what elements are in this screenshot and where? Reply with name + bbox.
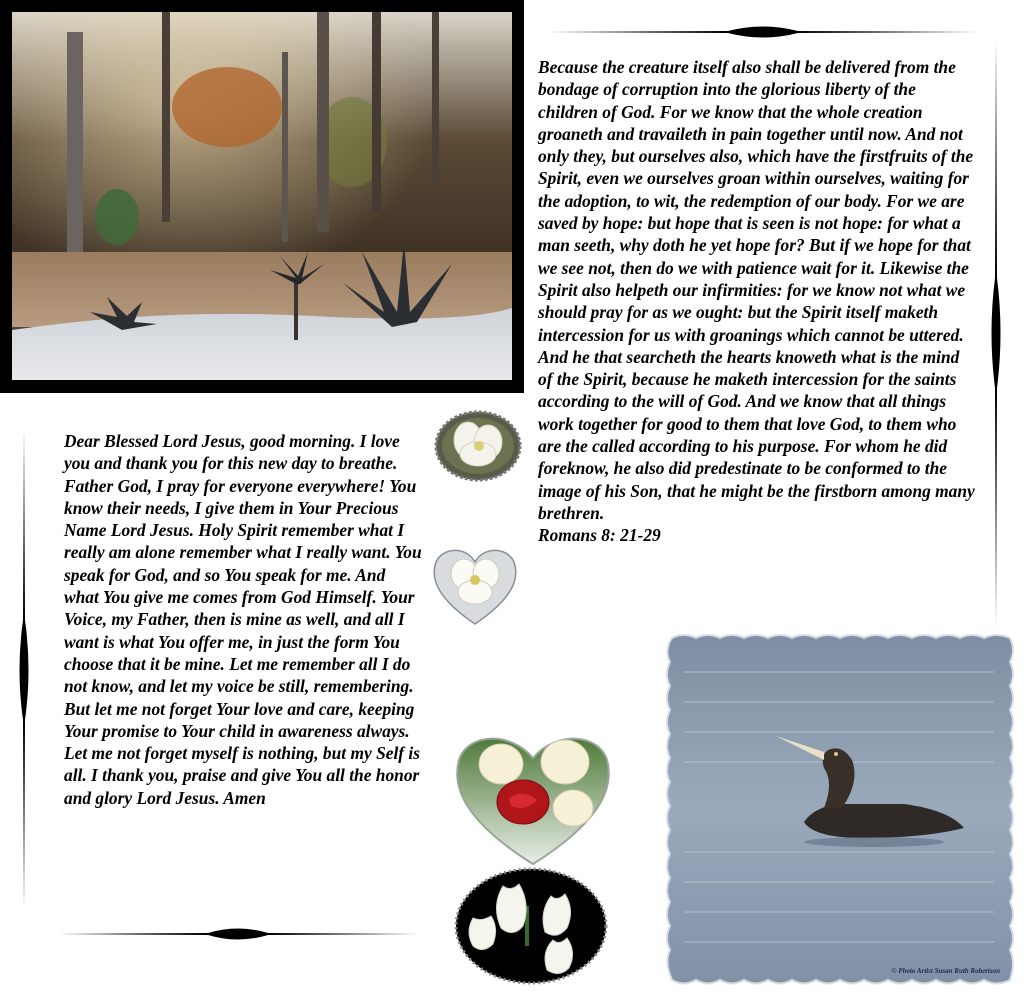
left-divider [14,430,34,910]
bird-photo [664,632,1016,987]
white-flower-oval [434,410,522,482]
roses-heart [449,728,617,868]
prayer-text: Dear Blessed Lord Jesus, good morning. I love you and thank you for this new day to breathe. Father God, I pray for everyone everywhere! You know their needs, I give them in Your Precious Name Lord Jesus. Holy Spirit remember what I really am alone remember what I really want. You speak for God, and so You speak for me. And what You give me comes from God Himself. Your Voice, my Father, then is mine as well, and all I want is what You offer me, in just the form You choose that it be mine. Let me remember all I do not know, and let my voice be still, remembering. But let me not forget Your love and care, keeping Your promise to Your child in awareness always. Let me not forget myself is nothing, but my Self is all. I thank you, praise and give You all the honor and glory Lord Jesus. Amen [64,431,422,808]
scripture-reference: Romans 8: 21-29 [538,525,661,546]
top-divider [548,22,978,42]
scripture-text: Because the creature itself also shall be delivered from the bondage of corruption into the glorious liberty of the children of God. For we know that the whole creation groaneth and travaileth in pain together until now. And not only they, but ourselves also, which have the firstfruits of the Spirit, even we ourselves groan within ourselves, waiting for the adoption, to wit, the redemption of our body. For we are saved by hope: but hope that is seen is not hope: for what a man seeth, why doth he yet hope for? But if we hope for that we see not, then do we with patience wait for it. Likewise the Spirit also helpeth our infirmities: for we know not what we should pray for as we ought: but the Spirit itself maketh intercession for us with groanings which cannot be uttered. And he that searcheth the hearts knoweth what is the mind of the Spirit, because he maketh intercession for the saints according to the will of God. And we know that all things work together for good to them that love God, to them who are the called according to his purpose. For whom he did foreknow, he also did predestinate to be conformed to the image of his Son, that he might be the firstborn among many brethren. [538,57,975,523]
forest-photo-frame [0,0,524,393]
forest-photo [12,12,512,380]
right-divider [986,38,1006,628]
scripture-passage [538,56,978,547]
white-flower-heart [428,544,522,626]
photo-copyright: © Photo Artist Susan Ruth Robertson [891,967,1000,975]
bottom-divider [58,924,418,944]
tulips-oval [453,866,609,986]
